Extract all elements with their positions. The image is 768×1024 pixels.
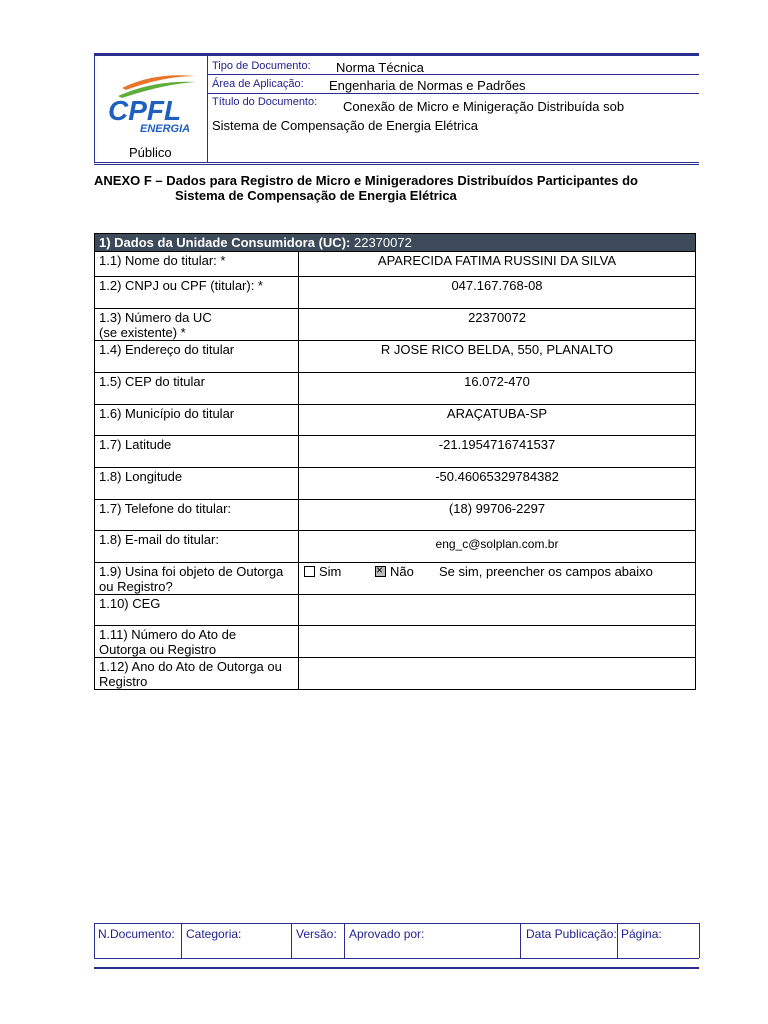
table-header (95, 234, 695, 252)
tipo-value: Norma Técnica (336, 60, 424, 75)
row-label: 1.10) CEG (95, 595, 299, 625)
annex-title-line2: Sistema de Compensação de Energia Elétrica (175, 188, 457, 203)
row-value[interactable]: R JOSE RICO BELDA, 550, PLANALTO (380, 342, 614, 357)
row-value[interactable]: -21.1954716741537 (438, 437, 556, 452)
footer-separator (699, 923, 700, 958)
table-row (95, 468, 695, 500)
sim-checkbox[interactable] (304, 566, 315, 577)
annex-title-line1: ANEXO F – Dados para Registro de Micro e Minigeradores Distribuídos Participantes do (94, 173, 638, 188)
area-value: Engenharia de Normas e Padrões (329, 78, 526, 93)
uc-data-table (94, 233, 696, 690)
sim-label: Sim (319, 564, 342, 579)
row-value[interactable] (299, 595, 695, 625)
footer-bottom-rule (94, 967, 699, 969)
row-label: 1.6) Município do titular (95, 405, 299, 435)
row-label: 1.11) Número do Ato de Outorga ou Registro (95, 626, 299, 657)
table-header-value: 22370072 (353, 235, 412, 250)
table-row (95, 531, 695, 563)
cpfl-logo (104, 70, 198, 136)
classification-label: Público (129, 145, 172, 160)
footer-bottom-rule (94, 958, 699, 959)
footer-separator (291, 923, 292, 958)
row-label: 1.4) Endereço do titular (95, 341, 299, 372)
row-value[interactable]: -50.46065329784382 (435, 469, 559, 484)
table-row (95, 436, 695, 468)
footer-top-rule (94, 923, 699, 924)
row-value[interactable]: 22370072 (468, 310, 526, 325)
footer-categoria-label: Categoria: (186, 927, 242, 941)
footer-versao-label: Versão: (296, 927, 337, 941)
outorga-options (299, 563, 695, 594)
footer-separator (344, 923, 345, 958)
footer-separator (520, 923, 521, 958)
footer-separator (617, 923, 618, 958)
row-label: 1.7) Telefone do titular: (95, 500, 299, 530)
header-row-divider (207, 93, 699, 94)
header-bottom-rule (94, 162, 699, 163)
footer-pagina-label: Página: (621, 927, 662, 941)
row-value[interactable]: 047.167.768-08 (451, 278, 543, 293)
titulo-value-line1: Conexão de Micro e Minigeração Distribuída sob (343, 99, 625, 114)
row-label: 1.2) CNPJ ou CPF (titular): * (95, 277, 299, 308)
row-label: 1.8) Longitude (95, 468, 299, 499)
table-row (95, 309, 695, 341)
table-row (95, 626, 695, 658)
row-value[interactable]: 16.072-470 (464, 374, 530, 389)
header-row-divider (207, 74, 699, 75)
row-label: 1.5) CEP do titular (95, 373, 299, 404)
titulo-label: Título do Documento: (212, 96, 318, 108)
row-value[interactable] (299, 626, 695, 657)
row-value[interactable]: (18) 99706-2297 (448, 501, 546, 516)
outorga-note: Se sim, preencher os campos abaixo (439, 564, 653, 579)
tipo-label: Tipo de Documento: (212, 60, 311, 72)
nao-label: Não (390, 564, 414, 579)
row-label: 1.9) Usina foi objeto de Outorga ou Registro? (95, 563, 299, 594)
header-bottom-rule (94, 164, 699, 165)
footer-separator (94, 923, 95, 958)
footer-documento-label: N.Documento: (98, 927, 175, 941)
row-label: 1.7) Latitude (95, 436, 299, 467)
table-row (95, 595, 695, 626)
table-row (95, 405, 695, 436)
row-label: 1.12) Ano do Ato de Outorga ou Registro (95, 658, 299, 689)
table-row (95, 373, 695, 405)
row-value[interactable]: eng_c@solplan.com.br (435, 537, 559, 551)
footer-publicacao-label: Data Publicação: (526, 927, 617, 941)
titulo-value-line2: Sistema de Compensação de Energia Elétrica (212, 118, 478, 133)
table-row (95, 341, 695, 373)
row-label: 1.3) Número da UC (se existente) * (95, 309, 299, 340)
area-label: Área de Aplicação: (212, 78, 304, 90)
cpfl-swoosh-icon (104, 70, 198, 136)
table-row (95, 277, 695, 309)
row-value[interactable] (299, 658, 695, 689)
table-row (95, 658, 695, 689)
row-value[interactable]: APARECIDA FATIMA RUSSINI DA SILVA (377, 253, 617, 268)
footer-aprovado-label: Aprovado por: (349, 927, 425, 941)
row-value[interactable]: ARAÇATUBA-SP (446, 406, 548, 421)
table-row (95, 500, 695, 531)
table-header-label: 1) Dados da Unidade Consumidora (UC): (99, 235, 351, 250)
logo-energia-text: ENERGIA (140, 123, 191, 135)
table-row (95, 252, 695, 277)
row-label: 1.8) E-mail do titular: (95, 531, 299, 562)
nao-checkbox[interactable] (375, 566, 386, 577)
table-row (95, 563, 695, 595)
row-label: 1.1) Nome do titular: * (95, 252, 299, 276)
logo-cpfl-text: CPFL (108, 95, 182, 126)
footer-separator (181, 923, 182, 958)
